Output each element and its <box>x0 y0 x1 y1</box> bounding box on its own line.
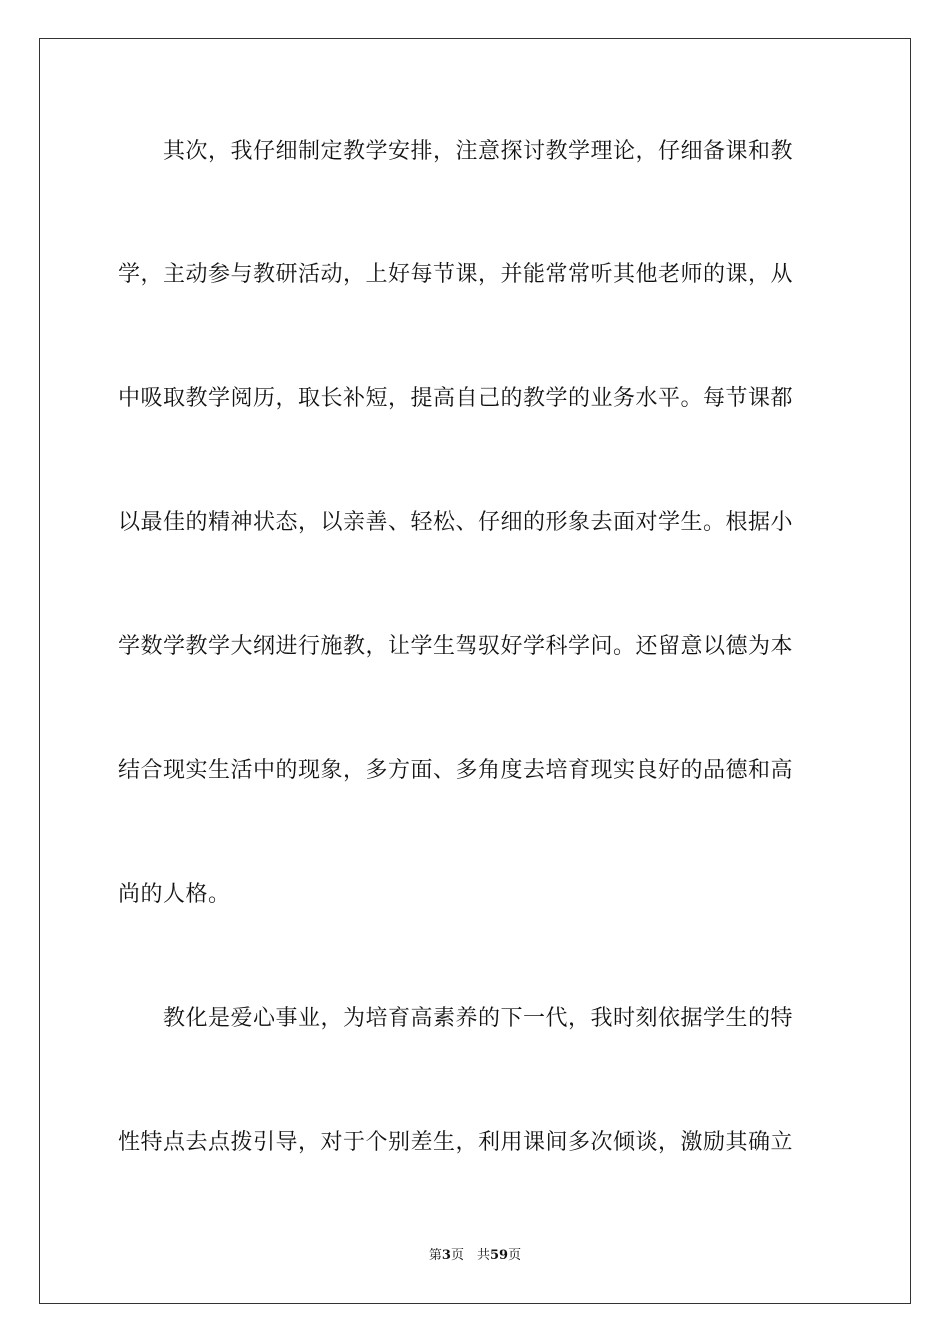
text-line: 中吸取教学阅历，取长补短，提高自己的教学的业务水平。每节课都 <box>118 386 794 411</box>
text-line: 教化是爱心事业，为培育高素养的下一代，我时刻依据学生的特 <box>118 1006 794 1031</box>
text-line: 学数学教学大纲进行施教，让学生驾驭好学科学问。还留意以德为本 <box>118 634 794 659</box>
page-border <box>39 38 911 1304</box>
text-line: 其次，我仔细制定教学安排，注意探讨教学理论，仔细备课和教 <box>118 139 794 164</box>
page-number: 3 <box>441 1248 451 1263</box>
footer-suffix: 页 <box>508 1248 522 1263</box>
text-line: 以最佳的精神状态，以亲善、轻松、仔细的形象去面对学生。根据小 <box>118 510 794 535</box>
text-line: 尚的人格。 <box>118 882 231 907</box>
total-pages: 59 <box>489 1248 509 1263</box>
text-line: 结合现实生活中的现象，多方面、多角度去培育现实良好的品德和高 <box>118 758 794 783</box>
footer-middle: 页 共 <box>450 1248 490 1263</box>
text-line: 学，主动参与教研活动，上好每节课，并能常常听其他老师的课，从 <box>118 262 794 287</box>
footer-prefix: 第 <box>428 1248 442 1263</box>
page-footer <box>0 1247 950 1265</box>
text-line: 性特点去点拨引导，对于个别差生，利用课间多次倾谈，激励其确立 <box>118 1130 794 1155</box>
